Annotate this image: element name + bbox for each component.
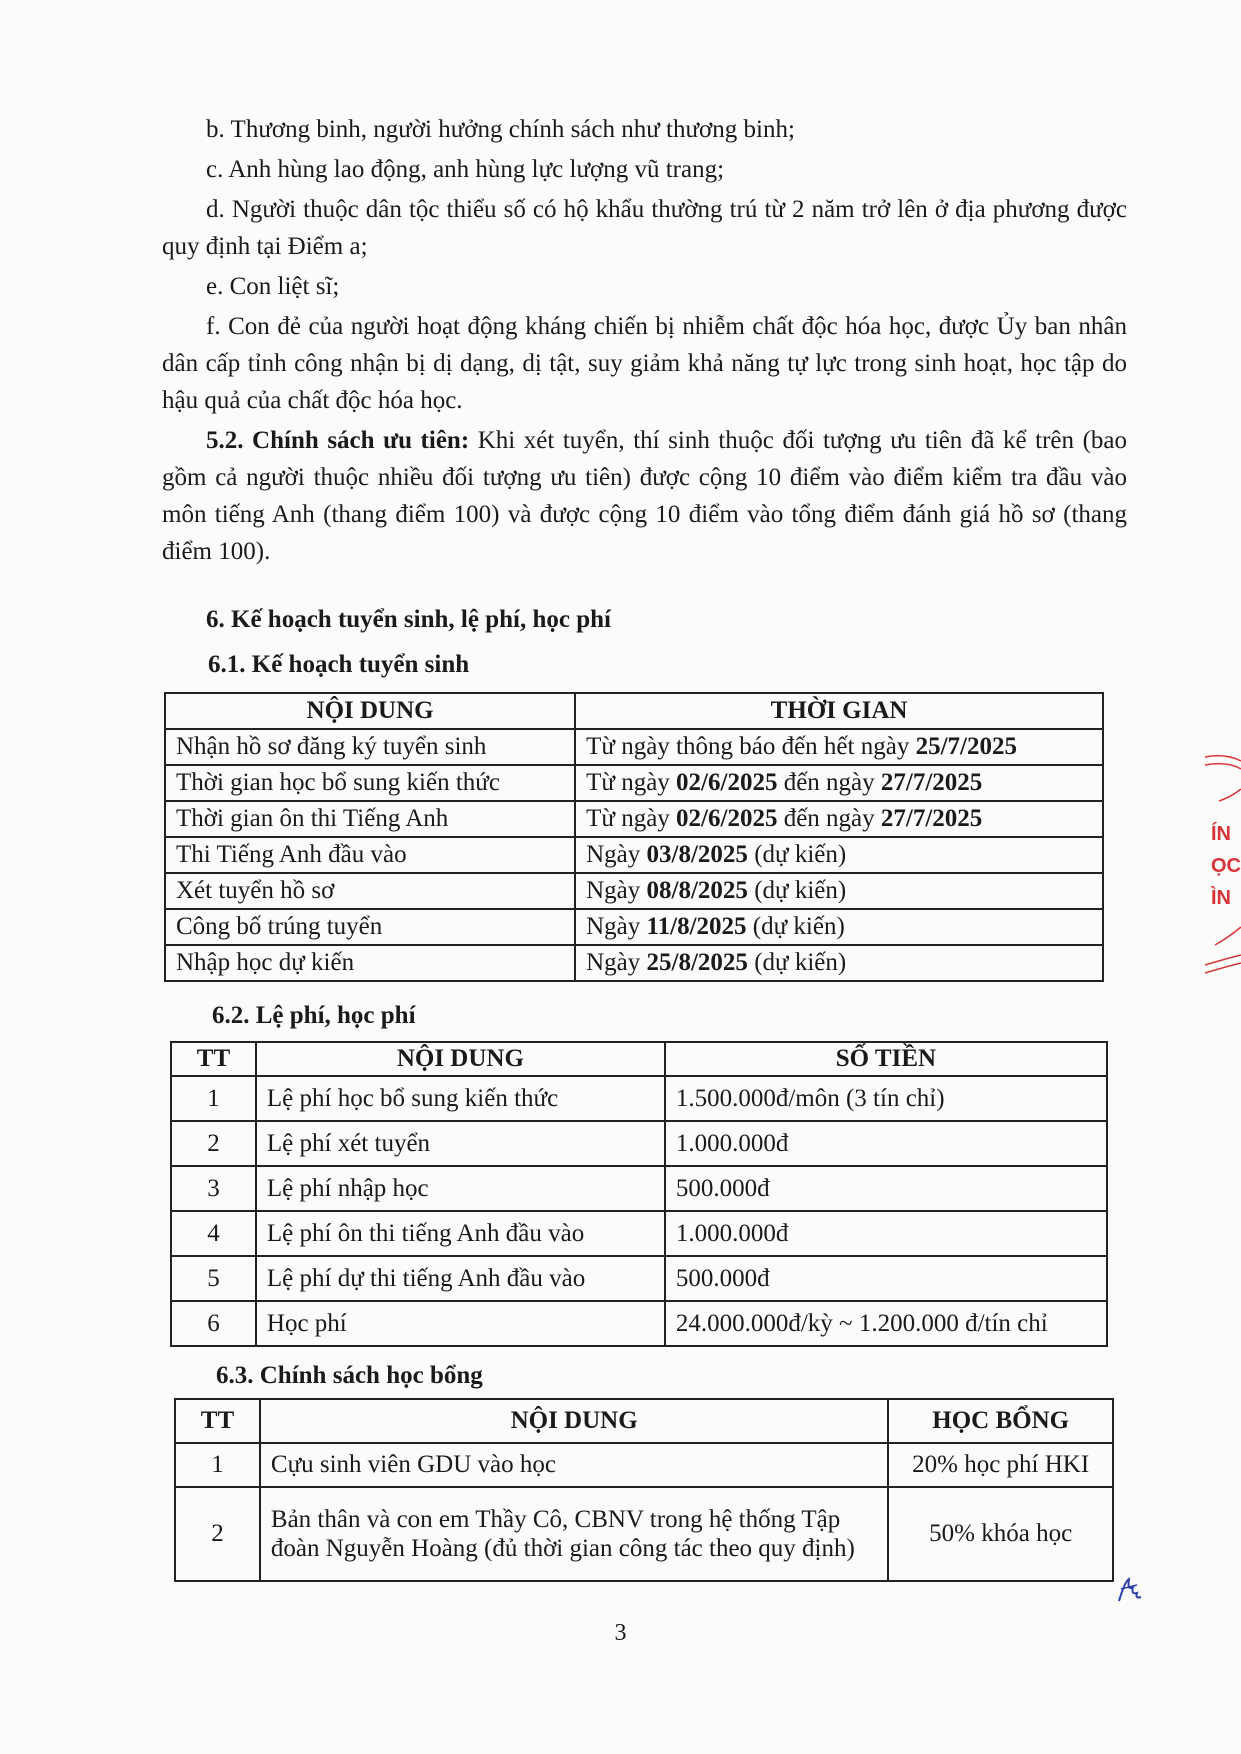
table-row [175, 1443, 1113, 1487]
plan-content: Công bố trúng tuyển [165, 909, 575, 945]
header-amount: SỐ TIỀN [665, 1042, 1107, 1076]
fee-content: Lệ phí nhập học [256, 1166, 665, 1211]
plan-content: Nhập học dự kiến [165, 945, 575, 981]
table-header-row [171, 1042, 1107, 1076]
header-content: NỘI DUNG [165, 693, 575, 729]
header-time: THỜI GIAN [575, 693, 1103, 729]
header-content: NỘI DUNG [260, 1399, 888, 1443]
table-row [171, 1166, 1107, 1211]
plan-time: Từ ngày 02/6/2025 đến ngày 27/7/2025 [575, 801, 1103, 837]
plan-time: Ngày 03/8/2025 (dự kiến) [575, 837, 1103, 873]
section-6-1-title: 6.1. Kế hoạch tuyển sinh [208, 651, 470, 678]
stamp-fragment-icon [1205, 745, 1241, 985]
plan-content: Xét tuyển hồ sơ [165, 873, 575, 909]
plan-time: Ngày 08/8/2025 (dự kiến) [575, 873, 1103, 909]
body-text [162, 111, 1127, 570]
fee-content: Lệ phí học bổ sung kiến thức [256, 1076, 665, 1121]
fee-amount: 1.000.000đ [665, 1121, 1107, 1166]
plan-content: Thời gian ôn thi Tiếng Anh [165, 801, 575, 837]
page-number: 3 [614, 1620, 627, 1646]
plan-time: Ngày 11/8/2025 (dự kiến) [575, 909, 1103, 945]
plan-time: Từ ngày thông báo đến hết ngày 25/7/2025 [575, 729, 1103, 765]
fee-amount: 1.500.000đ/môn (3 tín chỉ) [665, 1076, 1107, 1121]
plan-content: Thi Tiếng Anh đầu vào [165, 837, 575, 873]
table-row [171, 1211, 1107, 1256]
section-5-2-text: Khi xét tuyển, thí sinh thuộc đối tượng ưu tiên đã kể trên (bao gồm cả người thuộc nhiều đối tượng ưu tiên) được cộng 10 điểm vào điểm kiểm tra đầu vào môn tiếng Anh (thang điểm 100) và được cộng 10 điểm vào tổng điểm đánh giá hồ sơ (thang điểm 100). [162, 427, 1127, 565]
table-row [165, 909, 1103, 945]
section-5-2 [162, 422, 1127, 570]
plan-time: Từ ngày 02/6/2025 đến ngày 27/7/2025 [575, 765, 1103, 801]
table-row [165, 945, 1103, 981]
item-e: e. Con liệt sĩ; [206, 273, 340, 300]
stamp-text: ỌC [1211, 855, 1241, 877]
section-6-title: 6. Kế hoạch tuyển sinh, lệ phí, học phí [206, 606, 611, 633]
table-row [171, 1301, 1107, 1346]
table-row [165, 801, 1103, 837]
fee-content: Lệ phí xét tuyển [256, 1121, 665, 1166]
fee-amount: 500.000đ [665, 1166, 1107, 1211]
header-tt: TT [171, 1042, 256, 1076]
admission-plan-table [164, 692, 1104, 982]
table-row [165, 873, 1103, 909]
section-6-2-title: 6.2. Lệ phí, học phí [212, 1002, 416, 1029]
table-row [171, 1076, 1107, 1121]
table-row [171, 1121, 1107, 1166]
scholarship-value: 20% học phí HKI [888, 1443, 1113, 1487]
fee-tt: 4 [171, 1211, 256, 1256]
table-row [165, 765, 1103, 801]
stamp-text: ÌN [1211, 887, 1231, 909]
fee-tt: 3 [171, 1166, 256, 1211]
table-row [165, 837, 1103, 873]
scholarship-content: Bản thân và con em Thầy Cô, CBNV trong hệ thống Tập đoàn Nguyễn Hoàng (đủ thời gian công tác theo quy định) [260, 1487, 888, 1581]
header-tt: TT [175, 1399, 260, 1443]
fee-content: Lệ phí dự thi tiếng Anh đầu vào [256, 1256, 665, 1301]
fees-table [170, 1041, 1108, 1347]
fee-amount: 500.000đ [665, 1256, 1107, 1301]
fee-tt: 5 [171, 1256, 256, 1301]
stamp-text: ÍN [1211, 823, 1231, 845]
plan-content: Nhận hồ sơ đăng ký tuyển sinh [165, 729, 575, 765]
fee-content: Lệ phí ôn thi tiếng Anh đầu vào [256, 1211, 665, 1256]
fee-content: Học phí [256, 1301, 665, 1346]
table-row [171, 1256, 1107, 1301]
plan-time: Ngày 25/8/2025 (dự kiến) [575, 945, 1103, 981]
fee-tt: 6 [171, 1301, 256, 1346]
section-5-2-label: 5.2. Chính sách ưu tiên: [206, 427, 470, 454]
table-row [175, 1487, 1113, 1581]
table-header-row [175, 1399, 1113, 1443]
header-content: NỘI DUNG [256, 1042, 665, 1076]
scholarship-value: 50% khóa học [888, 1487, 1113, 1581]
item-d: d. Người thuộc dân tộc thiểu số có hộ khẩu thường trú từ 2 năm trở lên ở địa phương được quy định tại Điểm a; [162, 196, 1127, 260]
item-c: c. Anh hùng lao động, anh hùng lực lượng vũ trang; [206, 156, 725, 183]
scholarship-tt: 1 [175, 1443, 260, 1487]
fee-amount: 1.000.000đ [665, 1211, 1107, 1256]
table-header-row [165, 693, 1103, 729]
fee-tt: 1 [171, 1076, 256, 1121]
fee-tt: 2 [171, 1121, 256, 1166]
table-row [165, 729, 1103, 765]
plan-content: Thời gian học bổ sung kiến thức [165, 765, 575, 801]
header-scholarship: HỌC BỔNG [888, 1399, 1113, 1443]
scholarship-tt: 2 [175, 1487, 260, 1581]
fee-amount: 24.000.000đ/kỳ ~ 1.200.000 đ/tín chỉ [665, 1301, 1107, 1346]
scholarship-content: Cựu sinh viên GDU vào học [260, 1443, 888, 1487]
scholarship-table [174, 1398, 1114, 1582]
item-f: f. Con đẻ của người hoạt động kháng chiến bị nhiễm chất độc hóa học, được Ủy ban nhân dân cấp tỉnh công nhận bị dị dạng, dị tật, suy giảm khả năng tự lực trong sinh hoạt, học tập do hậu quả của chất độc hóa học. [162, 313, 1127, 414]
section-6-3-title: 6.3. Chính sách học bổng [216, 1362, 483, 1389]
item-b: b. Thương binh, người hưởng chính sách như thương binh; [206, 116, 795, 143]
initial-signature-icon [1115, 1575, 1145, 1605]
